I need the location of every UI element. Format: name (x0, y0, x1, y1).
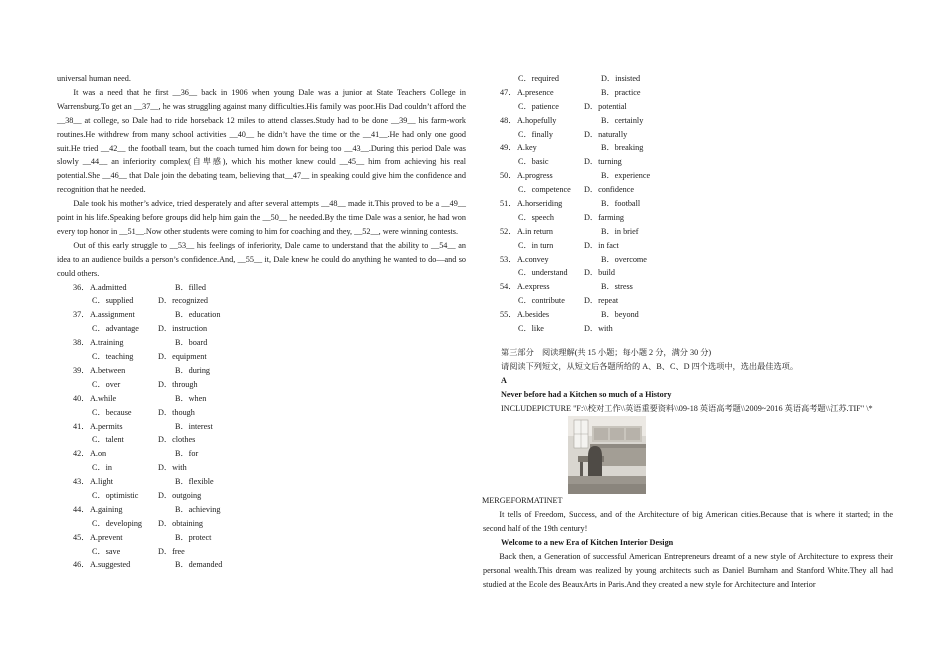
option-d: D．build (584, 268, 615, 278)
option-b: B．filled (175, 282, 206, 292)
option-c: C．developing (92, 518, 143, 528)
question-42-options-cd (57, 461, 466, 475)
question-44-options-ab (57, 503, 466, 517)
option-b: B．breaking (601, 143, 644, 153)
question-43-options-cd (57, 489, 466, 503)
question-44-options-cd (57, 517, 466, 531)
cloze-paragraph-1: It was a need that he first __36__ back in 1906 when young Dale was a junior at State Teachers College in Warrensburg.To get an __37__, he was struggling against many difficulties.His family was poor.His Dad couldn’t afford the __38__ at college, so Dale had to ride horseback 12 miles to attend classes.Study had to be done __39__ his farm-work routines.He withdrew from many school activities __40__ he didn’t have the time or the __41__.He had only one good suit.He tried __42__ the football team, but the coach turned him down for being too __43__.During this period Dale was slowly __44__ an inferiority complex(自卑感), which his mother knew could __45__ him from achieving his real potential.She __46__ that Dale join the debating team, believing that__47__ in speaking could give him the confidence and recognition that he needed. (57, 87, 466, 195)
option-a: A.admitted (90, 282, 127, 292)
question-number: 38． (73, 338, 90, 348)
option-a: A.gaining (90, 504, 123, 514)
question-53-options-cd (483, 266, 893, 280)
option-c: C．finally (518, 129, 554, 139)
option-c: C．over (92, 379, 121, 389)
question-number: 49． (500, 143, 517, 153)
option-d: D．potential (584, 101, 627, 111)
option-b: B．during (175, 365, 211, 375)
section-title: 第三部分 阅读理解(共 15 小题；每小题 2 分，满分 30 分) (501, 347, 712, 357)
option-d: D．repeat (584, 296, 619, 306)
option-d: D．turning (584, 157, 622, 167)
option-b: B．education (175, 310, 221, 320)
option-b: B．interest (175, 421, 213, 431)
option-a: A.in return (517, 226, 553, 236)
option-a: A.light (90, 477, 113, 487)
option-c: C．patience (518, 101, 559, 111)
option-c: C．required (518, 74, 559, 83)
option-a: A.while (90, 393, 117, 403)
reading-paragraph-1: It tells of Freedom, Success, and of the Architecture of big American cities.Because that is where it started; in the second half of the 19th century! (483, 510, 893, 534)
question-45-options-cd (57, 545, 466, 559)
option-d: D．with (158, 463, 187, 473)
option-d: D．obtaining (158, 518, 204, 528)
option-c: C．in (92, 463, 113, 473)
question-52-options-cd (483, 239, 893, 253)
option-d: D．in fact (584, 240, 619, 250)
question-41-options-ab (57, 420, 466, 434)
question-54-options-cd (483, 294, 893, 308)
question-55-options-ab (483, 308, 893, 322)
question-number: 40． (73, 393, 90, 403)
option-a: A.convey (517, 254, 549, 264)
right-column (483, 72, 893, 592)
question-53-options-ab (483, 253, 893, 267)
question-50-options-cd (483, 183, 893, 197)
option-d: D．naturally (584, 129, 628, 139)
option-d: D．recognized (158, 296, 209, 306)
option-d: D．with (584, 324, 613, 334)
question-number: 52． (500, 226, 517, 236)
option-a: A.between (90, 365, 126, 375)
option-b: B．overcome (601, 254, 647, 264)
question-47-options-cd (483, 100, 893, 114)
option-c: C．optimistic (92, 490, 139, 500)
question-43-options-ab (57, 475, 466, 489)
option-b: B．protect (175, 532, 212, 542)
option-a: A.progress (517, 171, 553, 181)
option-c: C．because (92, 407, 132, 417)
question-number: 43． (73, 477, 90, 487)
option-b: B．flexible (175, 477, 214, 487)
option-c: C．like (518, 324, 544, 334)
question-47-options-ab (483, 86, 893, 100)
option-c: C．teaching (92, 352, 134, 362)
cloze-paragraph-3: Out of this early struggle to __53__ his feelings of inferiority, Dale came to understand that the ability to __54__ an idea to an audience builds a person’s confidence.And, __55__ it, Dale knew he could do anything he wanted to do—and so could others. (57, 240, 466, 278)
option-d: D．insisted (601, 74, 641, 83)
question-42-options-ab (57, 447, 466, 461)
option-c: C．speech (518, 212, 554, 222)
question-number: 41． (73, 421, 90, 431)
question-49-options-cd (483, 155, 893, 169)
question-39-options-cd (57, 378, 466, 392)
option-a: A.besides (517, 310, 550, 320)
cloze-paragraph-2: Dale took his mother’s advice, tried desperately and after several attempts __48__ made it.This proved to be a __49__ point in his life.Speaking before groups did help him gain the __50__ he needed.By the time Dale was a senior, he had won every top honor in __51__.Now other students were coming to him for coaching and they, __52__, were winning contests. (57, 199, 466, 236)
question-40-options-ab (57, 392, 466, 406)
option-d: D．clothes (158, 435, 196, 445)
option-d: D．confidence (584, 185, 635, 195)
question-number: 36． (73, 282, 90, 292)
cloze-options-left (57, 281, 466, 573)
question-37-options-cd (57, 322, 466, 336)
question-55-options-cd (483, 322, 893, 336)
intro-line: universal human need. (57, 74, 131, 83)
question-40-options-cd (57, 406, 466, 420)
option-a: A.horseriding (517, 199, 563, 209)
question-39-options-ab (57, 364, 466, 378)
question-45-options-ab (57, 531, 466, 545)
option-b: B．stress (601, 282, 633, 292)
left-column (57, 72, 466, 572)
option-d: D．outgoing (158, 490, 202, 500)
option-a: A.on (90, 449, 107, 459)
option-d: D．free (158, 546, 185, 556)
question-48-options-cd (483, 128, 893, 142)
option-b: B．in brief (601, 226, 639, 236)
option-c: C．save (92, 546, 121, 556)
question-number: 48． (500, 115, 517, 125)
option-a: A.permits (90, 421, 123, 431)
option-c: C．supplied (92, 296, 134, 306)
question-number: 46． (73, 560, 90, 570)
option-b: B．football (601, 199, 641, 209)
question-36-options-ab (57, 281, 466, 295)
question-51-options-cd (483, 211, 893, 225)
option-b: B．practice (601, 87, 641, 97)
question-number: 53． (500, 254, 517, 264)
option-c: C．contribute (518, 296, 565, 306)
question-number: 42． (73, 449, 90, 459)
section-instructions: 请阅读下列短文，从短文后各题所给的 A、B、C、D 四个选项中，选出最佳选项。 (501, 361, 799, 371)
option-c: C．understand (518, 268, 568, 278)
question-49-options-ab (483, 141, 893, 155)
kitchen-photo (568, 416, 646, 494)
option-d: D．equipment (158, 352, 207, 362)
question-number: 47． (500, 87, 517, 97)
cloze-options-right (483, 86, 893, 336)
reading-paragraph-2: Back then, a Generation of successful American Entrepreneurs dreamt of a new style of Architecture to express their personal wealth.This dream was realized by young architects such as Daniel Burnham and Stanford White.They all had studied at the Ecole des BeauxArts in Paris.And they created a new style for Architecture and Interior (483, 552, 893, 589)
question-number: 50． (500, 171, 517, 181)
option-a: A.key (517, 143, 537, 153)
merge-format-field: MERGEFORMATINET (482, 496, 563, 506)
question-number: 51． (500, 199, 517, 209)
reading-subheading: Welcome to a new Era of Kitchen Interior Design (501, 538, 674, 548)
option-b: B．beyond (601, 310, 639, 320)
option-c: C．in turn (518, 240, 554, 250)
question-46-options-cd (483, 72, 893, 86)
option-c: C．competence (518, 185, 571, 195)
option-a: A.assignment (90, 310, 135, 320)
question-46-options-ab (57, 558, 466, 572)
question-54-options-ab (483, 280, 893, 294)
option-a: A.presence (517, 87, 554, 97)
question-number: 37． (73, 310, 90, 320)
option-d: D．though (158, 407, 195, 417)
option-b: B．when (175, 393, 207, 403)
option-b: B．demanded (175, 560, 223, 570)
option-a: A.hopefully (517, 115, 557, 125)
option-d: D．through (158, 379, 198, 389)
question-number: 44． (73, 504, 90, 514)
option-a: A.prevent (90, 532, 123, 542)
option-b: B．certainly (601, 115, 644, 125)
option-a: A.express (517, 282, 550, 292)
question-38-options-cd (57, 350, 466, 364)
option-b: B．achieving (175, 504, 221, 514)
option-b: B．for (175, 449, 199, 459)
option-d: D．instruction (158, 324, 208, 334)
question-52-options-ab (483, 225, 893, 239)
question-41-options-cd (57, 433, 466, 447)
option-a: A.training (90, 338, 124, 348)
option-a: A.suggested (90, 560, 131, 570)
question-51-options-ab (483, 197, 893, 211)
option-b: B．board (175, 338, 208, 348)
option-c: C．basic (518, 157, 549, 167)
question-number: 54． (500, 282, 517, 292)
option-d: D．farming (584, 212, 625, 222)
option-b: B．experience (601, 171, 651, 181)
question-number: 39． (73, 365, 90, 375)
question-36-options-cd (57, 294, 466, 308)
passage-title: Never before had a Kitchen so much of a History (501, 389, 672, 399)
option-c: C．talent (92, 435, 124, 445)
question-37-options-ab (57, 308, 466, 322)
question-number: 45． (73, 532, 90, 542)
option-c: C．advantage (92, 324, 139, 334)
question-48-options-ab (483, 114, 893, 128)
include-picture-field: INCLUDEPICTURE "F:\\校对工作\\英语重要资料\\09-18 英语高考题\\2009~2016 英语高考题\\江苏.TIF" \* (501, 403, 873, 413)
question-38-options-ab (57, 336, 466, 350)
question-50-options-ab (483, 169, 893, 183)
question-number: 55． (500, 310, 517, 320)
passage-letter: A (501, 375, 507, 385)
